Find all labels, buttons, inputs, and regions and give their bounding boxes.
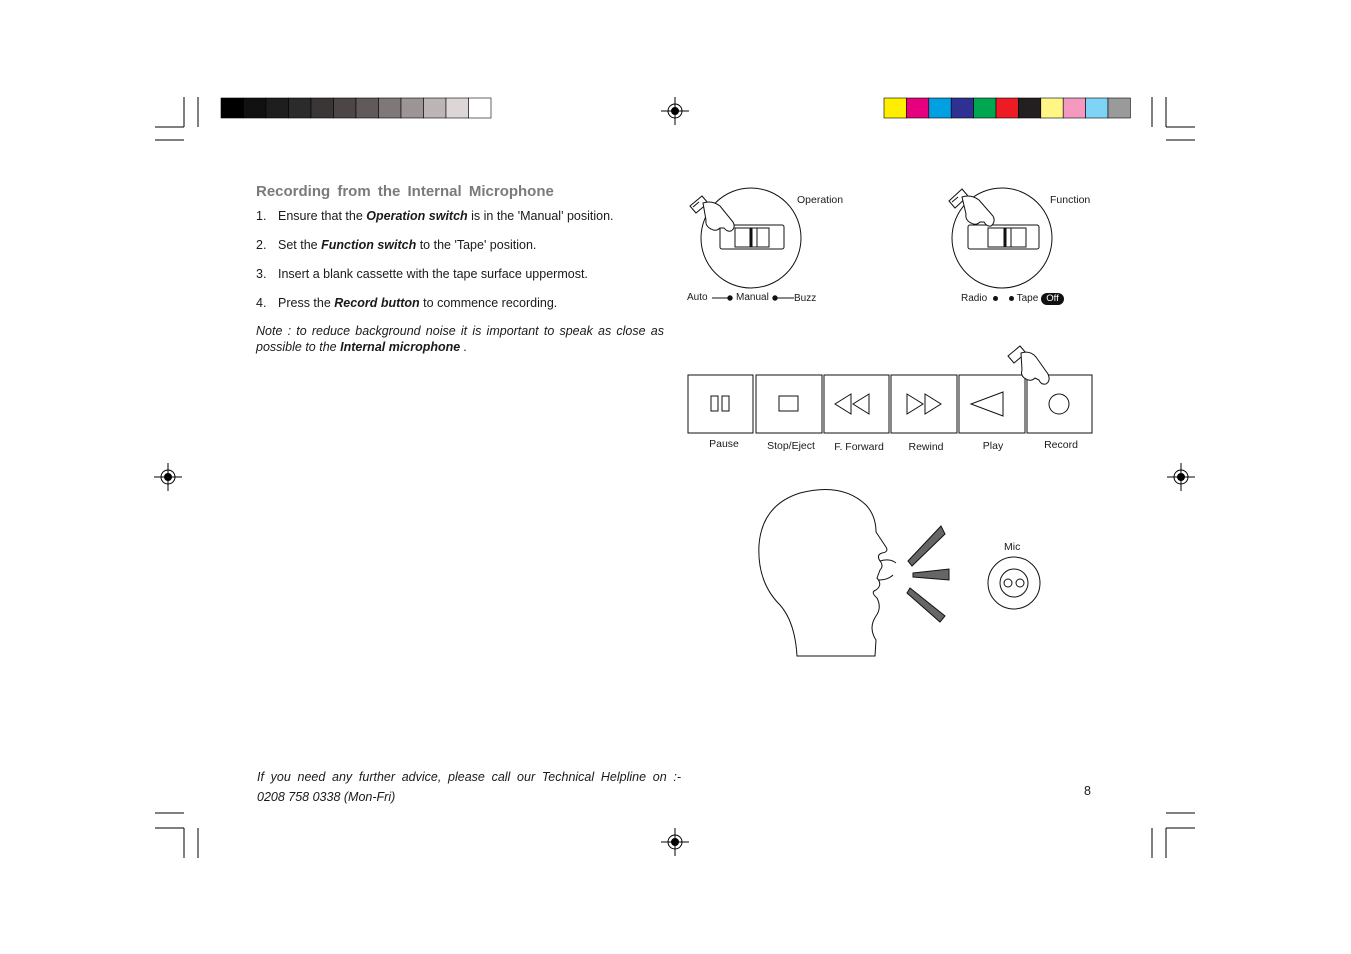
color-swatch — [996, 98, 1018, 118]
page-number: 8 — [1084, 784, 1091, 798]
color-swatch — [469, 98, 492, 118]
registration-target-bottom — [661, 828, 689, 856]
color-swatch — [446, 98, 469, 118]
color-swatch — [1063, 98, 1085, 118]
color-swatch — [884, 98, 906, 118]
note-text: Note : to reduce background noise it is important to speak as close as possible to the Internal microphone . — [256, 324, 664, 354]
color-swatch — [929, 98, 951, 118]
color-swatch — [401, 98, 424, 118]
color-swatch — [221, 98, 244, 118]
control-label-pause: Pause — [709, 438, 739, 450]
color-bar — [884, 98, 1130, 118]
mic-label: Mic — [1004, 541, 1021, 553]
control-label-play: Play — [982, 440, 1004, 452]
color-swatch — [974, 98, 996, 118]
control-label-stop-eject: Stop/Eject — [767, 440, 815, 452]
color-swatch — [906, 98, 928, 118]
color-swatch — [1018, 98, 1040, 118]
stop-icon — [779, 396, 798, 411]
color-swatch — [379, 98, 402, 118]
crop-mark-bottom-right — [1152, 813, 1195, 858]
color-swatch — [289, 98, 312, 118]
color-swatch — [1108, 98, 1130, 118]
function-position-radio: Radio Tape Off — [961, 293, 1064, 305]
color-swatch — [244, 98, 267, 118]
crop-mark-top-right — [1152, 97, 1195, 140]
grayscale-bar — [221, 98, 491, 118]
color-swatch — [311, 98, 334, 118]
control-label-f-forward: F. Forward — [834, 441, 884, 453]
registration-target-top — [661, 97, 689, 125]
step-3: 3. Insert a blank cassette with the tape surface uppermost. — [256, 267, 588, 281]
operation-position-manual: Manual — [736, 292, 769, 303]
function-switch-diagram — [949, 188, 1052, 288]
control-buttons-diagram — [688, 346, 1092, 433]
control-label-rewind: Rewind — [908, 441, 944, 453]
microphone-icon — [988, 557, 1040, 609]
operation-position-auto: Auto — [687, 292, 708, 303]
footer-helpline-number: 0208 758 0338 (Mon-Fri) — [257, 790, 396, 804]
crop-mark-bottom-left — [155, 813, 198, 858]
registration-target-right — [1167, 463, 1195, 491]
step-4: 4. Press the Record button to commence recording. — [256, 296, 558, 310]
footer-helpline-text: If you need any further advice, please call our Technical Helpline on :- — [257, 770, 681, 784]
tape-dot-icon — [1009, 296, 1014, 301]
function-position-off: Off — [1041, 293, 1064, 305]
radio-dot-icon — [993, 296, 998, 301]
color-swatch — [266, 98, 289, 118]
color-swatch — [951, 98, 973, 118]
step-1: 1. Ensure that the Operation switch is in the 'Manual' position. — [256, 209, 614, 223]
operation-switch-diagram — [690, 188, 801, 300]
color-swatch — [1041, 98, 1063, 118]
operation-position-buzz: Buzz — [794, 293, 817, 304]
control-label-record: Record — [1044, 439, 1078, 451]
sound-wave-icon — [907, 526, 949, 622]
color-swatch — [356, 98, 379, 118]
crop-mark-top-left — [155, 97, 198, 140]
color-swatch — [334, 98, 357, 118]
color-swatch — [424, 98, 447, 118]
color-swatch — [1086, 98, 1108, 118]
function-switch-title: Function — [1050, 194, 1091, 206]
step-2: 2. Set the Function switch to the 'Tape' position. — [256, 238, 537, 252]
head-speaking-illustration — [759, 489, 1040, 656]
section-heading: Recording from the Internal Microphone — [256, 183, 554, 200]
operation-switch-title: Operation — [797, 194, 844, 206]
registration-target-left — [154, 463, 182, 491]
